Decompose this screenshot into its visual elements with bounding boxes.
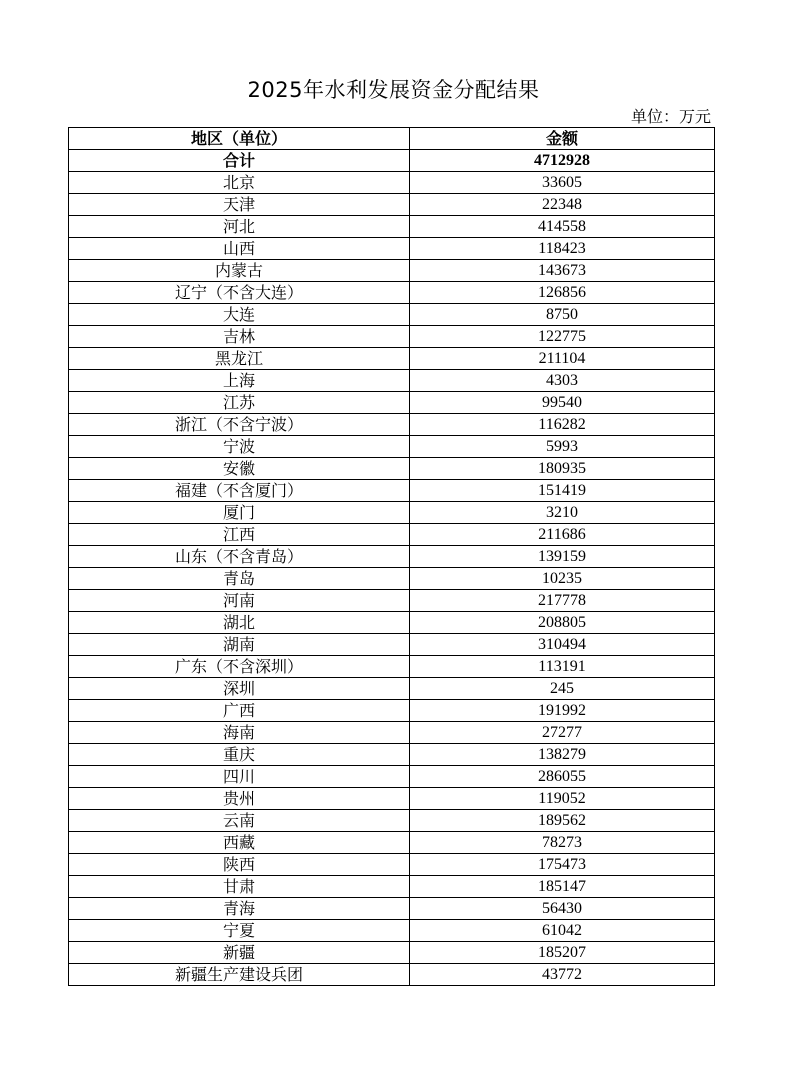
region-cell: 江西 xyxy=(69,524,410,546)
table-row xyxy=(69,898,715,920)
table-row xyxy=(69,414,715,436)
table-row xyxy=(69,326,715,348)
amount-cell: 138279 xyxy=(410,744,715,766)
table-row xyxy=(69,436,715,458)
region-cell: 内蒙古 xyxy=(69,260,410,282)
region-cell: 青岛 xyxy=(69,568,410,590)
table-row xyxy=(69,590,715,612)
region-cell: 山东（不含青岛） xyxy=(69,546,410,568)
table-row xyxy=(69,920,715,942)
amount-cell: 185147 xyxy=(410,876,715,898)
region-cell: 厦门 xyxy=(69,502,410,524)
amount-cell: 118423 xyxy=(410,238,715,260)
amount-cell: 151419 xyxy=(410,480,715,502)
amount-cell: 211104 xyxy=(410,348,715,370)
amount-cell: 126856 xyxy=(410,282,715,304)
region-cell: 陕西 xyxy=(69,854,410,876)
table-row xyxy=(69,810,715,832)
region-cell: 黑龙江 xyxy=(69,348,410,370)
amount-cell: 414558 xyxy=(410,216,715,238)
amount-cell: 286055 xyxy=(410,766,715,788)
header-amount: 金额 xyxy=(410,128,715,150)
table-row xyxy=(69,524,715,546)
region-cell: 宁波 xyxy=(69,436,410,458)
region-cell: 吉林 xyxy=(69,326,410,348)
amount-cell: 43772 xyxy=(410,964,715,986)
amount-cell: 139159 xyxy=(410,546,715,568)
allocation-table xyxy=(68,127,715,986)
table-row xyxy=(69,370,715,392)
amount-cell: 22348 xyxy=(410,194,715,216)
table-body xyxy=(69,150,715,986)
table-row xyxy=(69,568,715,590)
region-cell: 宁夏 xyxy=(69,920,410,942)
header-region: 地区（单位） xyxy=(69,128,410,150)
region-cell: 浙江（不含宁波） xyxy=(69,414,410,436)
total-label: 合计 xyxy=(69,150,410,172)
region-cell: 西藏 xyxy=(69,832,410,854)
document-title: 2025年水利发展资金分配结果 xyxy=(247,78,540,102)
amount-cell: 208805 xyxy=(410,612,715,634)
region-cell: 青海 xyxy=(69,898,410,920)
region-cell: 贵州 xyxy=(69,788,410,810)
amount-cell: 122775 xyxy=(410,326,715,348)
table-header-row xyxy=(69,128,715,150)
table-row xyxy=(69,788,715,810)
amount-cell: 3210 xyxy=(410,502,715,524)
amount-cell: 10235 xyxy=(410,568,715,590)
table-row xyxy=(69,172,715,194)
amount-cell: 113191 xyxy=(410,656,715,678)
region-cell: 辽宁（不含大连） xyxy=(69,282,410,304)
table-row xyxy=(69,942,715,964)
amount-cell: 189562 xyxy=(410,810,715,832)
table-row xyxy=(69,766,715,788)
table-row xyxy=(69,502,715,524)
region-cell: 新疆生产建设兵团 xyxy=(69,964,410,986)
region-cell: 安徽 xyxy=(69,458,410,480)
amount-cell: 310494 xyxy=(410,634,715,656)
region-cell: 大连 xyxy=(69,304,410,326)
amount-cell: 175473 xyxy=(410,854,715,876)
region-cell: 广西 xyxy=(69,700,410,722)
table-row xyxy=(69,964,715,986)
table-row xyxy=(69,282,715,304)
amount-cell: 61042 xyxy=(410,920,715,942)
table-row xyxy=(69,634,715,656)
table-row xyxy=(69,546,715,568)
region-cell: 海南 xyxy=(69,722,410,744)
region-cell: 山西 xyxy=(69,238,410,260)
table-row xyxy=(69,458,715,480)
amount-cell: 8750 xyxy=(410,304,715,326)
region-cell: 重庆 xyxy=(69,744,410,766)
amount-cell: 143673 xyxy=(410,260,715,282)
amount-cell: 180935 xyxy=(410,458,715,480)
table-row xyxy=(69,678,715,700)
region-cell: 云南 xyxy=(69,810,410,832)
unit-label: 单位：万元 xyxy=(630,107,711,126)
table-row xyxy=(69,722,715,744)
amount-cell: 217778 xyxy=(410,590,715,612)
amount-cell: 191992 xyxy=(410,700,715,722)
table-row xyxy=(69,348,715,370)
table-row xyxy=(69,304,715,326)
region-cell: 四川 xyxy=(69,766,410,788)
total-row xyxy=(69,150,715,172)
region-cell: 天津 xyxy=(69,194,410,216)
amount-cell: 119052 xyxy=(410,788,715,810)
amount-cell: 27277 xyxy=(410,722,715,744)
amount-cell: 245 xyxy=(410,678,715,700)
total-amount: 4712928 xyxy=(410,150,715,172)
region-cell: 北京 xyxy=(69,172,410,194)
amount-cell: 5993 xyxy=(410,436,715,458)
amount-cell: 99540 xyxy=(410,392,715,414)
region-cell: 新疆 xyxy=(69,942,410,964)
table-row xyxy=(69,480,715,502)
amount-cell: 116282 xyxy=(410,414,715,436)
amount-cell: 33605 xyxy=(410,172,715,194)
amount-cell: 185207 xyxy=(410,942,715,964)
region-cell: 深圳 xyxy=(69,678,410,700)
table-row xyxy=(69,238,715,260)
amount-cell: 4303 xyxy=(410,370,715,392)
table-row xyxy=(69,216,715,238)
table-row xyxy=(69,194,715,216)
table-row xyxy=(69,656,715,678)
table-row xyxy=(69,854,715,876)
region-cell: 江苏 xyxy=(69,392,410,414)
region-cell: 湖南 xyxy=(69,634,410,656)
table-row xyxy=(69,700,715,722)
table-row xyxy=(69,260,715,282)
region-cell: 甘肃 xyxy=(69,876,410,898)
region-cell: 河北 xyxy=(69,216,410,238)
amount-cell: 78273 xyxy=(410,832,715,854)
region-cell: 河南 xyxy=(69,590,410,612)
region-cell: 湖北 xyxy=(69,612,410,634)
region-cell: 上海 xyxy=(69,370,410,392)
amount-cell: 211686 xyxy=(410,524,715,546)
table-row xyxy=(69,744,715,766)
table-row xyxy=(69,876,715,898)
region-cell: 福建（不含厦门） xyxy=(69,480,410,502)
table-row xyxy=(69,392,715,414)
table-row xyxy=(69,832,715,854)
region-cell: 广东（不含深圳） xyxy=(69,656,410,678)
amount-cell: 56430 xyxy=(410,898,715,920)
table-row xyxy=(69,612,715,634)
